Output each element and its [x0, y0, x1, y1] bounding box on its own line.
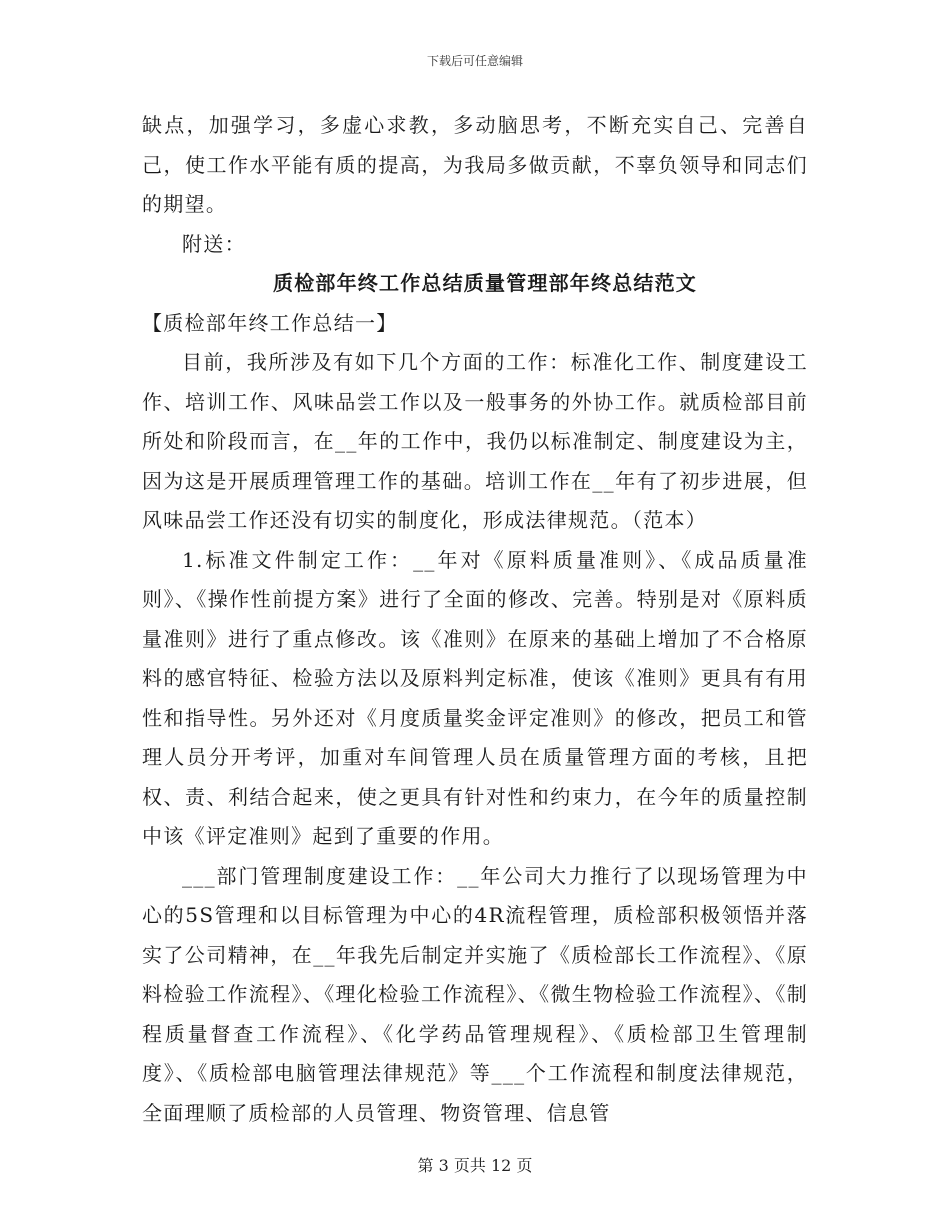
paragraph-continuation: 缺点，加强学习，多虚心求教，多动脑思考，不断充实自己、完善自己，使工作水平能有质的提高，为我局多做贡献，不辜负领导和同志们的期望。	[142, 113, 808, 216]
paragraph-overview: 目前，我所涉及有如下几个方面的工作：标准化工作、制度建设工作、培训工作、风味品尝工作以及一般事务的外协工作。就质检部目前所处和阶段而言，在__年的工作中，我仍以标准制定、制度建设为主，因为这是开展质理管理工作的基础。培训工作在__年有了初步进展，但风味品尝工作还没有切实的制度化，形成法律规范。（范本）	[142, 350, 808, 532]
document-body	[142, 106, 808, 1133]
page-header: 下载后可任意编辑	[426, 54, 523, 68]
document-title: 质检部年终工作总结质量管理部年终总结范文	[273, 271, 697, 295]
page-number: 第 3 页共 12 页	[417, 1156, 533, 1175]
attachment-label: 附送：	[182, 231, 246, 256]
paragraph-standards: 1.标准文件制定工作：__年对《原料质量准则》、《成品质量准则》、《操作性前提方案》进行了全面的修改、完善。特别是对《原料质量准则》进行了重点修改。该《准则》在原来的基础上增加了不合格原料的感官特征、检验方法以及原料判定标准，使该《准则》更具有有用性和指导性。另外还对《月度质量奖金评定准则》的修改，把员工和管理人员分开考评，加重对车间管理人员在质量管理方面的考核，且把权、责、利结合起来，使之更具有针对性和约束力，在今年的质量控制中该《评定准则》起到了重要的作用。	[142, 547, 808, 848]
section-heading: 【质检部年终工作总结一】	[142, 310, 398, 335]
paragraph-management-system: ___部门管理制度建设工作：__年公司大力推行了以现场管理为中心的5S管理和以目标管理为中心的4R流程管理，质检部积极领悟并落实了公司精神，在__年我先后制定并实施了《质检部长工作流程》、《原料检验工作流程》、《理化检验工作流程》、《微生物检验工作流程》、《制程质量督查工作流程》、《化学药品管理规程》、《质检部卫生管理制度》、《质检部电脑管理法律规范》等___个工作流程和制度法律规范，全面理顺了质检部的人员管理、物资管理、信息管	[142, 863, 808, 1125]
